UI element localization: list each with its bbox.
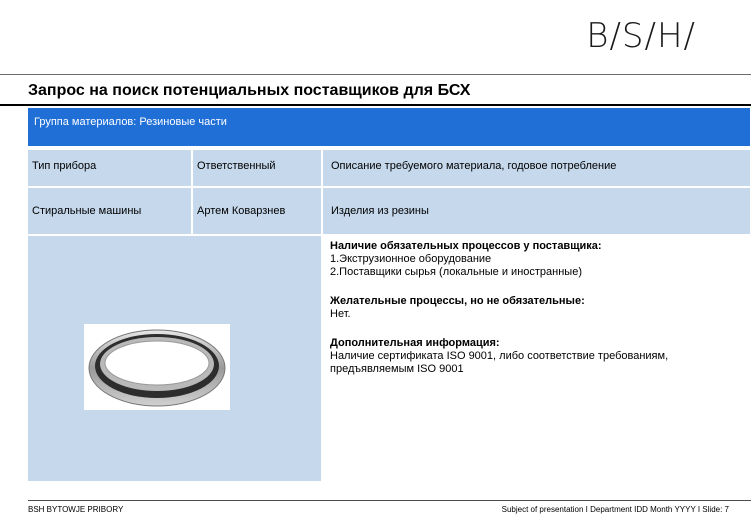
desired-title: Желательные процессы, но не обязательные:	[330, 295, 585, 307]
additional-text: Наличие сертификата ISO 9001, либо соответствие требованиям, предъявляемым ISO 9001	[330, 350, 669, 375]
mandatory-item-2: 2.Поставщики сырья (локальные и иностранные)	[330, 266, 582, 278]
title-underline	[0, 104, 751, 106]
row-device-type: Стиральные машины	[32, 205, 142, 217]
header-device-type: Тип прибора	[32, 160, 97, 172]
material-group-banner	[28, 108, 750, 146]
header-cell-device-type	[28, 150, 191, 186]
row-cell-device-type	[28, 188, 191, 234]
header-cell-responsible	[193, 150, 321, 186]
footer-company: BSH BYTOWJE PRIBORY	[28, 505, 124, 514]
rubber-seal-image	[84, 324, 230, 410]
row-responsible: Артем Коварзнев	[197, 205, 286, 217]
mandatory-item-1: 1.Экструзионное оборудование	[330, 253, 492, 265]
footer-slide-info: Subject of presentation I Department IDD Month YYYY I Slide: 7	[501, 505, 729, 514]
header-responsible: Ответственный	[197, 160, 276, 172]
material-group-label: Группа материалов: Резиновые части	[34, 116, 227, 128]
requirements-text	[330, 240, 740, 386]
row-description: Изделия из резины	[331, 205, 429, 217]
additional-title: Дополнительная информация:	[330, 337, 500, 349]
row-cell-responsible	[193, 188, 321, 234]
desired-value: Нет.	[330, 308, 351, 320]
footer-divider	[28, 500, 751, 501]
header-cell-description	[323, 150, 750, 186]
top-divider	[0, 74, 751, 75]
company-logo: B/S/H/	[586, 16, 696, 56]
page-title: Запрос на поиск потенциальных поставщиков для БСХ	[28, 82, 471, 99]
row-cell-description	[323, 188, 750, 234]
header-description: Описание требуемого материала, годовое потребление	[331, 160, 617, 172]
mandatory-title: Наличие обязательных процессов у поставщика:	[330, 240, 602, 252]
